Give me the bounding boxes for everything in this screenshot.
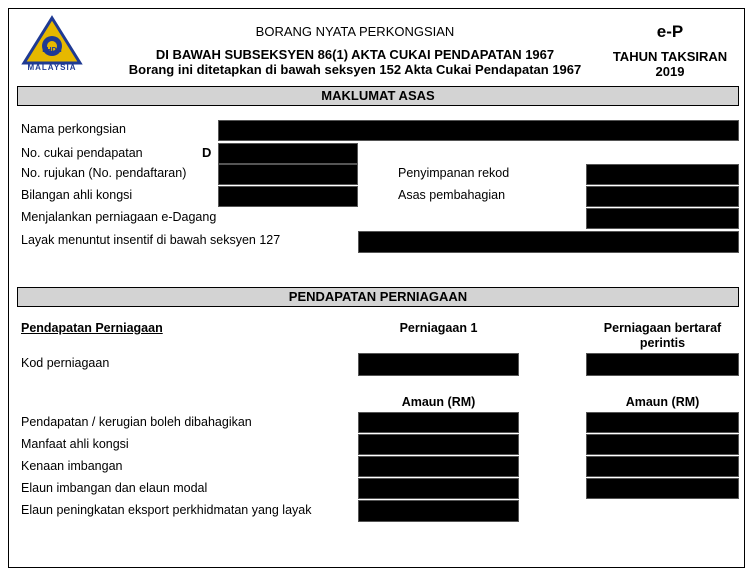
input-manfaat-ahli-2[interactable] bbox=[586, 434, 739, 455]
year-label: TAHUN TAKSIRAN bbox=[612, 49, 728, 64]
form-note: Borang ini ditetapkan di bawah seksyen 152 Akta Cukai Pendapatan 1967 bbox=[128, 62, 582, 77]
input-kod-perniagaan-1[interactable] bbox=[358, 353, 519, 376]
section-pendapatan-perniagaan: PENDAPATAN PERNIAGAAN bbox=[17, 287, 739, 307]
input-no-cukai[interactable] bbox=[218, 143, 358, 164]
lhdn-logo bbox=[18, 15, 86, 75]
label-e-dagang: Menjalankan perniagaan e-Dagang bbox=[21, 210, 217, 224]
input-e-dagang[interactable] bbox=[586, 208, 739, 229]
input-asas-pembahagian[interactable] bbox=[586, 186, 739, 207]
year-value: 2019 bbox=[655, 64, 685, 79]
label-pendapatan-kerugian: Pendapatan / kerugian boleh dibahagikan bbox=[21, 415, 252, 429]
input-nama-perkongsian[interactable] bbox=[218, 120, 739, 141]
label-nama-perkongsian: Nama perkongsian bbox=[21, 122, 126, 136]
label-penyimpanan-rekod: Penyimpanan rekod bbox=[398, 166, 510, 180]
input-kenaan-imbangan-1[interactable] bbox=[358, 456, 519, 477]
label-kenaan-imbangan: Kenaan imbangan bbox=[21, 459, 123, 473]
col-perniagaan-perintis: Perniagaan bertaraf perintis bbox=[603, 321, 722, 350]
label-manfaat-ahli: Manfaat ahli kongsi bbox=[21, 437, 129, 451]
col-amaun-2: Amaun (RM) bbox=[625, 395, 700, 409]
label-no-cukai: No. cukai pendapatan bbox=[21, 146, 143, 160]
label-kod-perniagaan: Kod perniagaan bbox=[21, 356, 110, 370]
col-perniagaan-1: Perniagaan 1 bbox=[399, 321, 478, 335]
form-code: e-P bbox=[656, 22, 684, 41]
label-no-rujukan: No. rujukan (No. pendaftaran) bbox=[21, 166, 187, 180]
input-elaun-imbangan-1[interactable] bbox=[358, 478, 519, 499]
form-title: BORANG NYATA PERKONGSIAN bbox=[255, 24, 455, 39]
input-elaun-eksport-1[interactable] bbox=[358, 500, 519, 522]
label-asas-pembahagian: Asas pembahagian bbox=[398, 188, 506, 202]
input-layak-insentif[interactable] bbox=[358, 231, 739, 253]
input-no-rujukan[interactable] bbox=[218, 164, 358, 185]
section-maklumat-asas: MAKLUMAT ASAS bbox=[17, 86, 739, 106]
label-layak-insentif: Layak menuntut insentif di bawah seksyen 127 bbox=[21, 233, 281, 247]
label-elaun-eksport: Elaun peningkatan eksport perkhidmatan yang layak bbox=[21, 503, 312, 517]
label-bilangan-ahli: Bilangan ahli kongsi bbox=[21, 188, 133, 202]
input-kenaan-imbangan-2[interactable] bbox=[586, 456, 739, 477]
input-manfaat-ahli-1[interactable] bbox=[358, 434, 519, 455]
heading-pendapatan-perniagaan: Pendapatan Perniagaan bbox=[21, 321, 163, 335]
col-amaun-1: Amaun (RM) bbox=[401, 395, 476, 409]
label-elaun-imbangan: Elaun imbangan dan elaun modal bbox=[21, 481, 208, 495]
logo-brand: LHDN bbox=[42, 47, 62, 54]
input-penyimpanan-rekod[interactable] bbox=[586, 164, 739, 185]
form-subtitle: DI BAWAH SUBSEKSYEN 86(1) AKTA CUKAI PENDAPATAN 1967 bbox=[155, 47, 555, 62]
input-pendapatan-kerugian-1[interactable] bbox=[358, 412, 519, 433]
input-bilangan-ahli[interactable] bbox=[218, 186, 358, 207]
input-kod-perniagaan-perintis[interactable] bbox=[586, 353, 739, 376]
input-elaun-imbangan-2[interactable] bbox=[586, 478, 739, 499]
cukai-prefix: D bbox=[202, 145, 212, 160]
input-pendapatan-kerugian-2[interactable] bbox=[586, 412, 739, 433]
logo-country: MALAYSIA bbox=[27, 63, 77, 72]
